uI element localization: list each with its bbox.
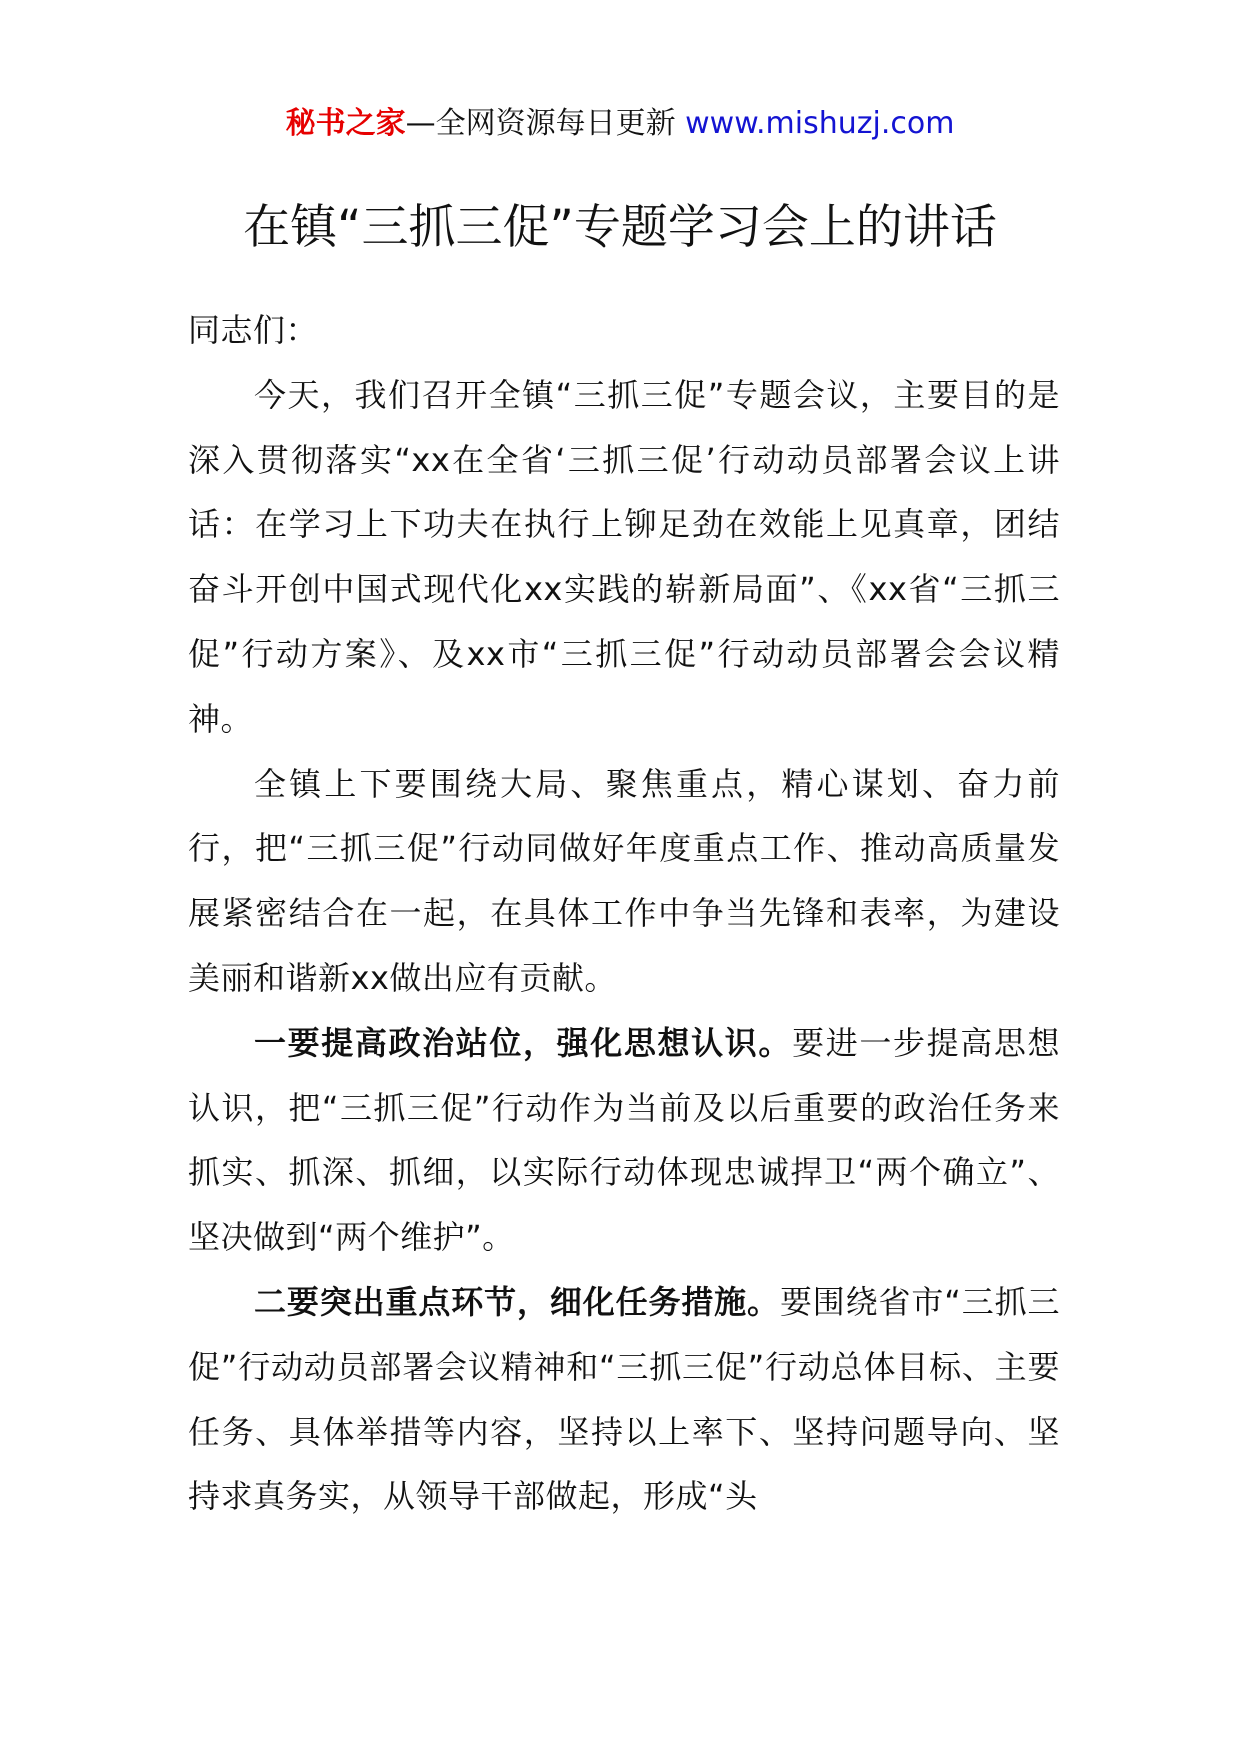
paragraph-lead: 二要突出重点环节，细化任务措施。 (254, 1282, 780, 1321)
paragraph-overall (188, 752, 1060, 1011)
document-body (188, 298, 1060, 1529)
document-title: 在镇“三抓三促”专题学习会上的讲话 (243, 200, 997, 255)
paragraph-text: 今天，我们召开全镇“三抓三促”专题会议，主要目的是深入贯彻落实“xx在全省‘三抓三促’行动动员部署会议上讲话：在学习上下功夫在执行上铆足劲在效能上见真章，团结奋斗开创中国式现代化xx实践的崭新局面”、《xx省“三抓三促”行动方案》、及xx市“三抓三促”行动动员部署会会议精神。 (188, 375, 1060, 738)
paragraph-text: 要进一步提高思想认识，把“三抓三促”行动作为当前及以后重要的政治任务来抓实、抓深、抓细，以实际行动体现忠诚捍卫“两个确立”、坚决做到“两个维护”。 (188, 1023, 1060, 1257)
paragraph-text: 全镇上下要围绕大局、聚焦重点，精心谋划、奋力前行，把“三抓三促”行动同做好年度重点工作、推动高质量发展紧密结合在一起，在具体工作中争当先锋和表率，为建设美丽和谐新xx做出应有贡献。 (188, 764, 1060, 997)
site-header (0, 100, 1240, 148)
paragraph-lead: 一要提高政治站位，强化思想认识。 (254, 1023, 793, 1062)
paragraph-point-one (188, 1011, 1060, 1270)
paragraph-intro (188, 363, 1060, 752)
paragraph-point-two (188, 1270, 1060, 1529)
paragraph-text: 要围绕省市“三抓三促”行动动员部署会议精神和“三抓三促”行动总体目标、主要任务、具体举措等内容，坚持以上率下、坚持问题导向、坚持求真务实，从领导干部做起，形成“头 (188, 1282, 1060, 1516)
salutation: 同志们： (188, 311, 319, 349)
site-url: www.mishuzj.com (685, 106, 955, 141)
site-brand: 秘书之家 (285, 106, 406, 141)
site-tagline: —全网资源每日更新 (405, 106, 676, 141)
